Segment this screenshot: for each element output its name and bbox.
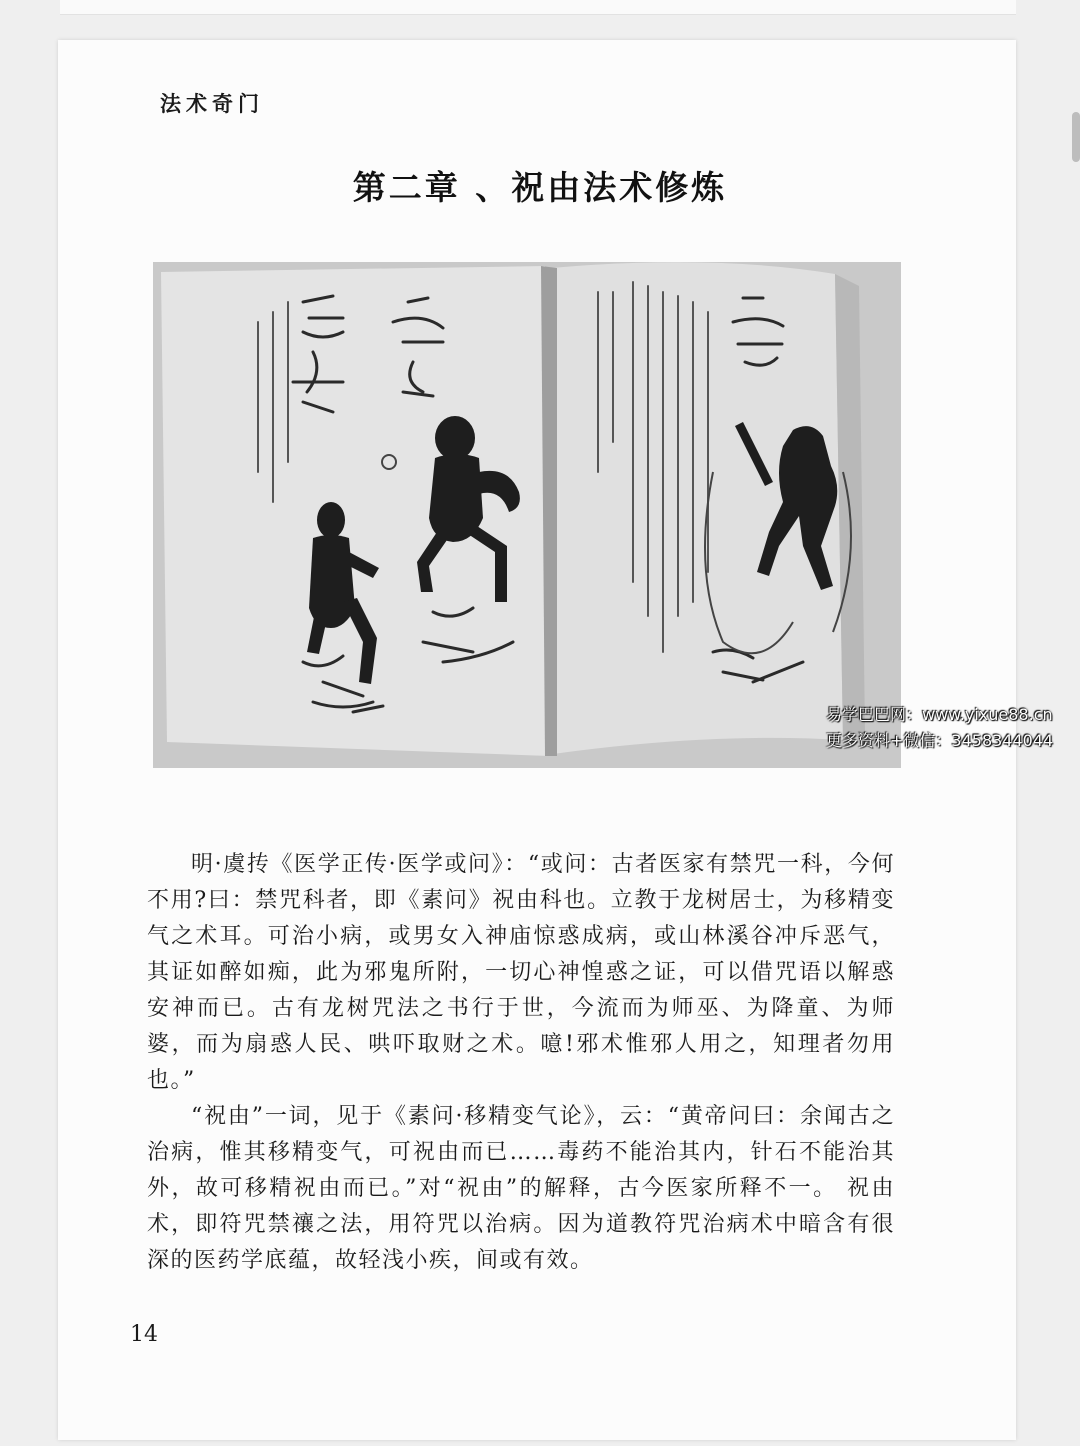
chapter-title: 第二章 、祝由法术修炼 <box>352 168 728 207</box>
page-number: 14 <box>130 1322 158 1347</box>
watermark-site: 易学巴巴网：www.yixue88.cn <box>826 705 1053 724</box>
body-text <box>147 847 895 1279</box>
paragraph-2: “祝由”一词，见于《素问·移精变气论》，云：“黄帝问曰：余闻古之治病，惟其移精变气，可祝由而已……毒药不能治其内，针石不能治其外，故可移精祝由而已。”对“祝由”的解释，古今医家所释不一。 祝由术，即符咒禁禳之法，用符咒以治病。因为道教符咒治病术中暗含有很深的医药学底蕴，故轻浅小疾，间或有效。 <box>147 1104 895 1273</box>
watermark-contact: 更多资料+微信：3458344044 <box>826 731 1054 750</box>
paragraph-1: 明·虞抟《医学正传·医学或问》：“或问：古者医家有禁咒一科，今何不用?曰：禁咒科者，即《素问》祝由科也。立教于龙树居士，为移精变气之术耳。可治小病，或男女入神庙惊惑成病，或山林溪谷冲斥恶气，其证如醉如痴，此为邪鬼所附，一切心神惶惑之证，可以借咒语以解惑安神而已。古有龙树咒法之书行于世，今流而为师巫、为降童、为师婆，而为扇惑人民、哄吓取财之术。噫!邪术惟邪人用之，知理者勿用也。” <box>147 852 895 1093</box>
scrollbar-thumb[interactable] <box>1072 112 1080 162</box>
talisman-manuscript-photo-icon <box>153 262 901 768</box>
talisman-manuscript-photo <box>153 262 901 768</box>
previous-page-edge <box>60 0 1016 15</box>
running-head: 法术奇门 <box>160 91 264 116</box>
